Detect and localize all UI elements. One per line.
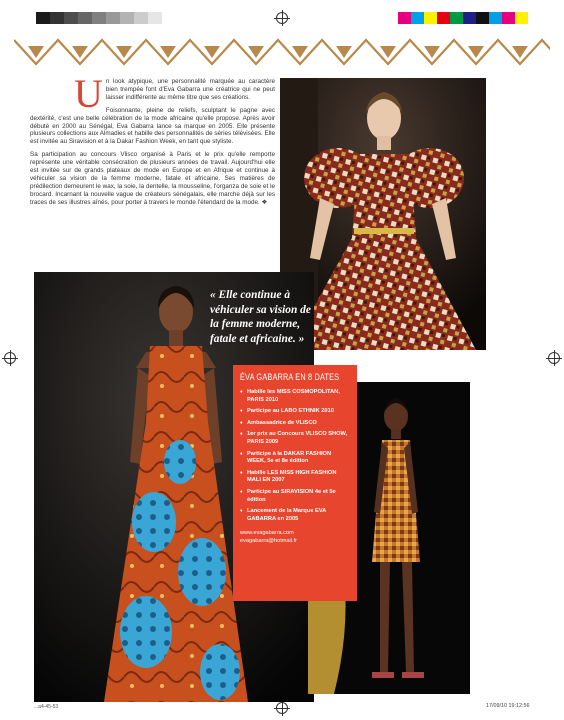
- zigzag-triangle: [160, 46, 176, 58]
- calibration-swatch: [78, 12, 92, 24]
- calibration-swatch: [515, 12, 528, 24]
- calibration-swatch: [106, 12, 120, 24]
- article-paragraph: Sa participation au concours Vlisco organisé à Paris et le prix qu'elle remporte représente une véritable consécration de plusieurs années de travail. Aujourd'hui elle est invitée sur de grands plateaux de mode en Europe et en Afrique et continue à véhiculer sa vision de la femme moderne, fatale et africaine. Ses matières de prédilection demeurent le wax, la soie, la dentelle, la mousseline, l'organza de soie et le brocard. Incarnant la nouvelle vague de créateurs sénégalais, elle marche déjà sur les traces de ses illustres aînés, pour porter à travers le monde l'étendard de la mode. ❖: [30, 151, 275, 206]
- drop-cap: U: [74, 71, 103, 116]
- list-item: ♦ Participe au SIRAVISION 4e et 5e édition: [240, 489, 351, 504]
- calibration-swatch: [476, 12, 489, 24]
- zigzag-triangle: [468, 46, 484, 58]
- article-paragraph: Foisonnante, pleine de reliefs, sculptant le pagne avec dextérité, c'est une belle célébration de la mode africaine qu'elle propose. Après avoir débuté en 2000 au Sénégal, Eva Gabarra lance sa marque en 2005. Elle présente plusieurs collections aux Almadies et habille des personnalités de séries télévisées. Elle est invitée au Siravision et à la Dakar Fashion Week, en tant que styliste.: [30, 106, 275, 146]
- zigzag-triangle: [512, 46, 528, 58]
- registration-mark-icon: [548, 352, 560, 364]
- zigzag-triangle: [380, 46, 396, 58]
- email-link[interactable]: evagabarra@hotmail.fr: [240, 538, 297, 545]
- dates-list: [240, 389, 351, 523]
- registration-mark-icon: [276, 702, 288, 714]
- calibration-swatch: [411, 12, 424, 24]
- list-item: ♦ Participe à la DAKAR FASHION WEEK, 5e et 8e édition: [240, 451, 351, 466]
- list-item: ♦ Lancement de la Marque EVA GABARRA en 2005: [240, 508, 351, 523]
- calibration-swatch: [50, 12, 64, 24]
- contact-info: [240, 529, 351, 545]
- print-timestamp: 17/09/10 19:12:56: [486, 703, 530, 709]
- calibration-swatch: [463, 12, 476, 24]
- calibration-swatch: [502, 12, 515, 24]
- zigzag-triangle: [248, 46, 264, 58]
- calibration-swatch: [489, 12, 502, 24]
- print-calibration-color: [398, 12, 528, 24]
- article-paragraph: n look atypique, une personnalité marquée au caractère bien trempée font d'Eva Gabarra une créatrice qui ne peut laisser indifférente au même titre que ses créations.: [105, 78, 275, 101]
- zigzag-pattern-icon: [14, 36, 550, 70]
- calibration-swatch: [64, 12, 78, 24]
- article-text: [30, 71, 275, 212]
- dates-box: [233, 365, 357, 601]
- registration-mark-icon: [276, 12, 288, 24]
- website-link[interactable]: www.evagabarra.com: [240, 530, 294, 537]
- dates-box-title: ÉVA GABARRA EN 8 DATES: [240, 372, 340, 382]
- list-item: ♦ Habille les MISS COSMOPOLITAN, PARIS 2010: [240, 389, 351, 404]
- zigzag-triangle: [116, 46, 132, 58]
- zigzag-triangle: [336, 46, 352, 58]
- zigzag-triangle: [28, 46, 44, 58]
- zigzag-triangle: [292, 46, 308, 58]
- calibration-swatch: [450, 12, 463, 24]
- calibration-swatch: [134, 12, 148, 24]
- zigzag-triangle: [424, 46, 440, 58]
- calibration-swatch: [398, 12, 411, 24]
- calibration-swatch: [424, 12, 437, 24]
- list-item: ♦ Habille LES MISS HIGH FASHION MALI EN 2007: [240, 470, 351, 485]
- list-item: ♦ 1er prix au Concours VLISCO SHOW, PARIS 2009: [240, 431, 351, 446]
- list-item: ♦ Ambassadrice de VLISCO: [240, 420, 351, 428]
- calibration-swatch: [120, 12, 134, 24]
- zigzag-triangle: [204, 46, 220, 58]
- zigzag-line: [14, 40, 550, 64]
- pull-quote: « Elle continue à véhiculer sa vision de la femme moderne, fatale et africaine. »: [210, 289, 311, 345]
- list-item: ♦ Participe au LABO ETHNIK 2010: [240, 408, 351, 416]
- calibration-swatch: [162, 12, 176, 24]
- calibration-swatch: [36, 12, 50, 24]
- registration-mark-icon: [4, 352, 16, 364]
- zigzag-triangle: [72, 46, 88, 58]
- calibration-swatch: [92, 12, 106, 24]
- calibration-swatch: [437, 12, 450, 24]
- print-slug: ...a4-45-53: [34, 704, 59, 710]
- calibration-swatch: [148, 12, 162, 24]
- print-calibration-gray: [36, 12, 176, 24]
